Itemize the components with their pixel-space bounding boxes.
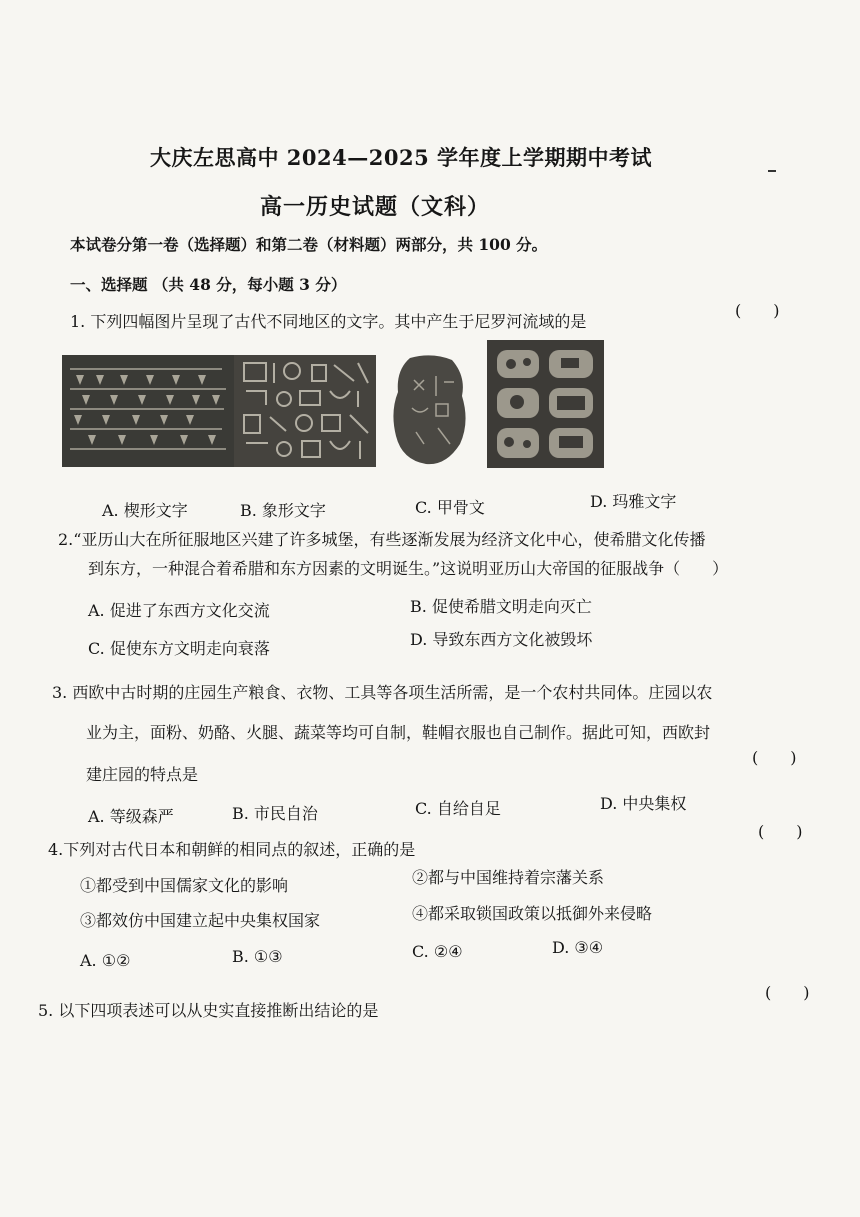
- exam-subtitle: 高一历史试题（文科）: [260, 194, 491, 220]
- q4-option-c[interactable]: C. ②④: [412, 942, 463, 961]
- question-number: 4.: [48, 840, 64, 859]
- q4-option-b[interactable]: B. ①③: [232, 947, 283, 966]
- q1-option-a[interactable]: A. 楔形文字: [102, 501, 188, 520]
- exam-intro: 本试卷分第一卷（选择题）和第二卷（材料题）两部分，共 100 分。: [70, 235, 548, 254]
- q2-option-d[interactable]: D. 导致东西方文化被毁坏: [410, 630, 593, 649]
- q2-option-c[interactable]: C. 促使东方文明走向衰落: [88, 639, 270, 658]
- answer-bracket: ( ): [752, 748, 797, 767]
- cuneiform-tablet-image: [62, 355, 234, 467]
- q4-statement-2: ②都与中国维持着宗藩关系: [412, 868, 605, 887]
- q3-option-d[interactable]: D. 中央集权: [600, 794, 687, 813]
- maya-glyph-relief-image: [487, 340, 604, 468]
- question-text: “亚历山大在所征服地区兴建了许多城堡，有些逐渐发展为经济文化中心，使希腊文化传播: [73, 530, 706, 549]
- exam-title: 大庆左思高中 2024—2025 学年度上学期期中考试: [150, 145, 653, 170]
- hieroglyph-carving-image: [234, 355, 376, 467]
- q4-option-a[interactable]: A. ①②: [80, 951, 131, 970]
- q1-option-d[interactable]: D. 玛雅文字: [590, 492, 677, 511]
- question-number: 5.: [38, 1001, 54, 1020]
- question-3-stem-line3: 建庄园的特点是: [86, 765, 199, 784]
- question-5-stem: [38, 998, 378, 1021]
- q2-option-b[interactable]: B. 促使希腊文明走向灭亡: [410, 597, 592, 616]
- question-text: 下列四幅图片呈现了古代不同地区的文字。其中产生于尼罗河流域的是: [90, 312, 587, 331]
- q3-option-c[interactable]: C. 自给自足: [415, 799, 501, 818]
- question-number: 1.: [70, 312, 86, 331]
- q1-option-c[interactable]: C. 甲骨文: [415, 498, 485, 517]
- q3-option-b[interactable]: B. 市民自治: [232, 804, 318, 823]
- question-3-stem-line2: 业为主，面粉、奶酪、火腿、蔬菜等均可自制，鞋帽衣服也自己制作。据此可知，西欧封: [86, 723, 711, 742]
- answer-bracket: ( ): [765, 983, 810, 1002]
- q3-option-a[interactable]: A. 等级森严: [88, 807, 174, 826]
- oracle-bone-image: [390, 352, 472, 468]
- question-2-stem-line1: [58, 527, 705, 550]
- q4-statement-4: ④都采取锁国政策以抵御外来侵略: [412, 904, 653, 923]
- q4-option-d[interactable]: D. ③④: [552, 938, 604, 957]
- question-number: 3.: [52, 683, 68, 702]
- question-1-stem: [70, 309, 586, 332]
- answer-bracket: ( ): [758, 822, 803, 841]
- q4-statement-1: ①都受到中国儒家文化的影响: [80, 876, 289, 895]
- question-text: 以下四项表述可以从史实直接推断出结论的是: [58, 1001, 379, 1020]
- question-number: 2.: [58, 530, 74, 549]
- question-2-stem-line2: 到东方，一种混合着希腊和东方因素的文明诞生。”这说明亚历山大帝国的征服战争（ ）: [88, 559, 729, 578]
- answer-bracket: ( ): [735, 301, 780, 320]
- section-heading: 一、选择题 （共 48 分，每小题 3 分）: [70, 275, 347, 294]
- q1-option-b[interactable]: B. 象形文字: [240, 501, 326, 520]
- question-text: 西欧中古时期的庄园生产粮食、衣物、工具等各项生活所需，是一个农村共同体。庄园以农: [72, 683, 713, 702]
- question-text: 下列对古代日本和朝鲜的相同点的叙述，正确的是: [63, 840, 416, 859]
- scan-mark: [768, 170, 776, 172]
- q4-statement-3: ③都效仿中国建立起中央集权国家: [80, 911, 321, 930]
- question-3-stem-line1: [52, 680, 712, 703]
- question-4-stem: [48, 837, 415, 860]
- q2-option-a[interactable]: A. 促进了东西方文化交流: [88, 601, 270, 620]
